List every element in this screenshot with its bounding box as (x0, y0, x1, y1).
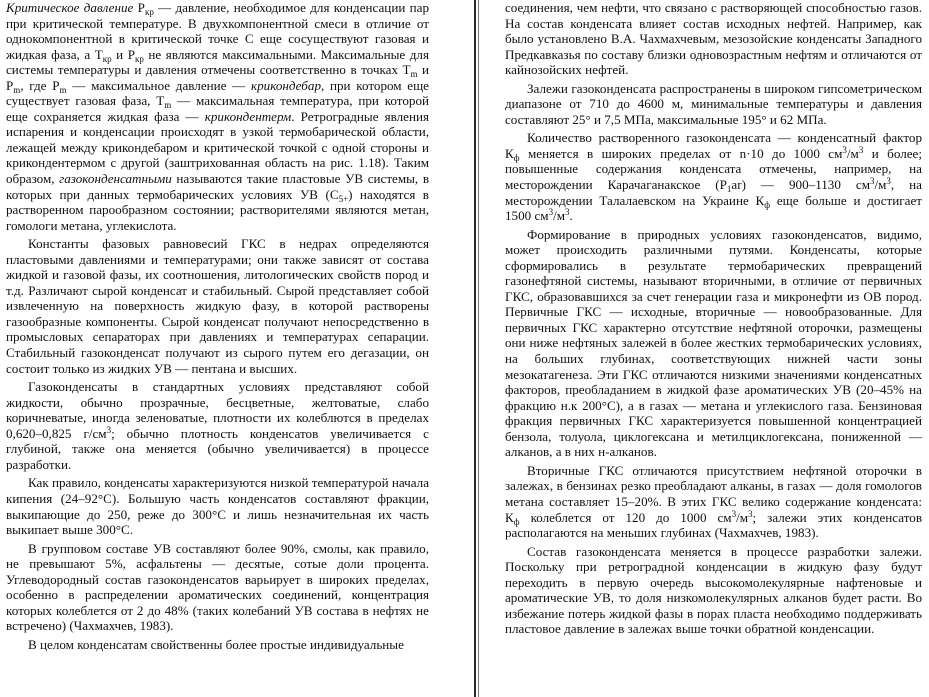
paragraph-secondary-gks (505, 463, 922, 541)
page-gutter (474, 0, 476, 697)
text-run: , где Р (20, 77, 60, 93)
paragraph-development-change: Состав газоконденсата меняется в процессе разработки залежи. Поскольку при ретроградной конденсации в жидкую фазу будут переходить в первую очередь высокомолекулярные нафтеновые и ароматические УВ, то доля низкомолекулярных алканов будет расти. Во избежание потерь жидкой фазы в порах пласта необходимо поддерживать пластовое давление в залежах выше точки обратной конденсации. (505, 543, 922, 637)
subscript: 5+ (338, 193, 349, 204)
text-run: /м (736, 509, 749, 525)
text-run: колеблется от 120 до 1000 см (519, 509, 732, 525)
text-run: ; обычно плотность конденсатов увеличивается с глубиной, также она меняется (обычно увеличивается) в процессе разработки. (6, 425, 429, 472)
text-run: — давление, необходимое для конденсации пар при критической температуре. В двухкомпонентной смеси в отличие от однокомпонентной в критической точке С еще сосуществуют газовая и жидкая фаза, а Т (6, 0, 429, 62)
paragraph-phase-equilibrium: Константы фазовых равновесий ГКС в недрах определяются пластовыми давлениями и температурами; они также зависят от состава жидкой и газовой фазы, их соотношения, литологических свойств пород и т.д. Различают сырой конденсат и стабильный. Сырой представляет собой извлеченную на поверхность жидкую фазу, в которой растворены газообразные компоненты. Сырой конденсат получают непосредственно в промысловых сепараторах при давлениях и температурах сепарации. Стабильный газоконденсат получают из сырого путем его дегазации, он состоит только из жидких УВ — пентана и высших. (6, 236, 429, 376)
term-gas-condensate: газоконденсатными (59, 171, 172, 187)
paragraph-critical-pressure (6, 0, 429, 233)
subscript: m (410, 69, 418, 80)
text-run: не являются максимальными. Максимальные для системы температуры и давления отмечены соответственно в точках Т (6, 46, 429, 78)
text-run: и Р (6, 62, 429, 93)
text-run: — максимальная температура, при которой еще сохраняется жидкая фаза — (6, 93, 430, 124)
subscript: m (13, 84, 21, 95)
paragraph-boiling: Как правило, конденсаты характеризуются низкой температурой начала кипения (24–92°С). Большую часть конденсатов составляют фракции, выкипающие до 250, реже до 300°С и лишь незначительная их часть выкипает выше 300°С. (6, 475, 430, 538)
superscript: 3 (842, 144, 847, 155)
text-run: Газоконденсаты в стандартных условиях представляют собой жидкости, обычно прозрачные, бесцветные, желтоватые, слабо коричневатые, иногда зеленоватые, плотности их колеблются в пределах 0,620–0,825 г/см (6, 379, 429, 441)
text-run: ) находятся в растворенном парообразном состоянии; растворителями являются метан, гомологи метана, углекислота. (6, 186, 429, 233)
superscript: 3 (858, 144, 864, 155)
symbol-p: Р (137, 0, 145, 15)
paragraph-depth-range: Залежи газоконденсата распространены в широком гипсометрическом диапазоне от 710 до 4600 м, минимальные температуры и давления составляют 25° и 7,5 МПа, максимальные 195° и 62 МПа. (505, 80, 922, 127)
subscript: ф (513, 152, 520, 163)
text-run: Вторичные ГКС отличаются присутствием нефтяной оторочки в залежах, в бензинах резко преобладают алканы, в газах — доля гомологов метана составляет 15–20%. В этих ГКС велико содержание конденсата: К (505, 462, 922, 525)
superscript: 3 (886, 176, 891, 187)
text-run: ar) — 900–1130 см (731, 177, 870, 193)
text-run: и Р (111, 46, 135, 62)
paragraph-simple-compounds: В целом конденсатам свойственны более простые индивидуальные (28, 636, 404, 652)
superscript: 3 (748, 508, 753, 519)
text-run: /м (874, 177, 887, 193)
superscript: 3 (869, 176, 875, 187)
left-page-column (6, 0, 429, 652)
text-run: , при котором еще существует газовая фаза, Т (6, 77, 429, 109)
subscript: ф (513, 516, 520, 527)
text-run: еще больше и достигает 1500 см (505, 192, 922, 224)
subscript: m (164, 100, 172, 111)
superscript: 3 (565, 207, 570, 218)
text-run: — максимальное давление — (66, 77, 251, 93)
paragraph-condensate-factor (505, 130, 922, 223)
text-run: Количество растворенного газоконденсата — конденсатный фактор К (505, 130, 922, 161)
paragraph-solvent-capacity: соединения, чем нефти, что связано с растворяющей способностью газов. На состав конденсата влияет состав исходных нефтей. Например, как было установлено В.А. Чахмахчевым, мезозойские конденсаты Западного Предкавказья по составу близки одновозрастным нефтям и отличаются от кайнозойских нефтей. (505, 0, 922, 78)
term-cricondentherm: крикондентерм (204, 108, 292, 124)
subscript: 1 (726, 184, 732, 195)
subscript: кр (144, 7, 154, 17)
subscript: ф (764, 199, 771, 210)
paragraph-standard-conditions (6, 379, 429, 472)
text-run: /м (553, 208, 565, 224)
text-run: ; залежи этих конденсатов располагаются на меньших глубинах (Чахмахчев, 1983). (505, 509, 922, 541)
text-run: и более; повышенные содержания конденсата отмечены, например, на месторождении Карачаганакское (P (505, 145, 922, 193)
paragraph-group-composition: В групповом составе УВ составляют более 90%, смолы, как правило, не превышают 5%, асфальтены — десятые, сотые доли процента. Углеводородный состав газоконденсатов варьирует в широких пределах, особенно в распределении ароматических соединений, концентрация которых колеблется от 2 до 48% (таких колебаний УВ состава в нефтях не встречено) (Чахмахчев, 1983). (6, 540, 429, 634)
page-gutter-shadow (478, 0, 479, 697)
text-run: , на месторождении Талалаевском на Украине К (505, 177, 922, 208)
subscript: кр (102, 53, 112, 64)
term-cricondenbar: крикондебар (251, 77, 321, 93)
superscript: 3 (548, 207, 554, 218)
superscript: 3 (106, 424, 112, 435)
text-run: меняется в широких пределах от n·10 до 1000 см (519, 145, 843, 161)
paragraph-formation: Формирование в природных условиях газоконденсатов, видимо, может происходить различными путями. Конденсаты, которые сформировались в результате термобарических превращений газонефтяной системы, называют вторичными, в отличие от первичных ГКС, образовавшихся за счет генерации газа и микронефти из ОВ пород. Первичные ГКС — исходные, вторичные — новообразованные. Для первичных ГКС характерно отсутствие нефтяной оторочки, размещены они ниже нефтяных залежей в более жестких термобарических условиях, на больших глубинах, соответствующих нижней части зоны мезокатагенеза. Эти ГКС отличаются низкими значениями конденсатных факторов, преобладанием в жидкой фазе ароматических УВ (20–45% на фракцию н.к 200°С), а в газах — метана и углекислого газа. Бензиновая фракция первичных ГКС характеризуется повышенной концентрацией бензола, толуола, циклогексана и метилциклогексана, пониженной — алканов, а в них н-алканов. (505, 226, 922, 460)
text-run: . Ретроградные явления испарения и конденсации происходят в узкой термобарической области, лежащей между крикондебаром и критической точкой с одной стороны и крикондентермом с другой (заштрихованная область на рис. 1.18). Таким образом, (6, 108, 430, 187)
term-critical-pressure: Критическое давление (6, 0, 134, 15)
text-run: /м (846, 145, 859, 161)
subscript: кр (135, 53, 144, 64)
right-page-column (505, 0, 922, 637)
subscript: m (59, 84, 67, 95)
superscript: 3 (731, 508, 737, 519)
text-run: . (569, 208, 573, 224)
text-run: называются такие пластовые УВ системы, в которых при данных термобарических условиях УВ (С (6, 171, 429, 202)
